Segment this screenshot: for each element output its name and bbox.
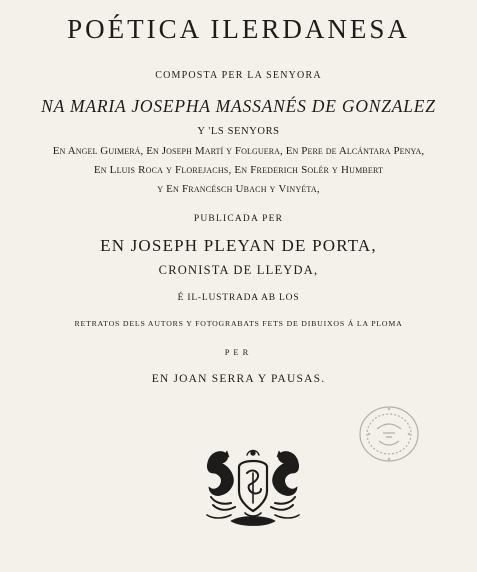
per-line: PER [224, 347, 253, 357]
contributors-line-3: y En Francésch Ubach y Vinyéta, [157, 183, 320, 195]
retratos-line: RETRATOS DELS AUTORS Y FOTOGRABATS FETS DE DIBUIXOS Á LA PLOMA [74, 319, 403, 328]
artist-name: EN JOAN SERRA Y PAUSAS. [151, 373, 326, 385]
contributors-line-2: En Lluis Roca y Florejachs, En Frederich Solér y Humbert [93, 164, 384, 176]
composta-line: COMPOSTA PER LA SENYORA [155, 70, 322, 81]
publicada-per-line: PUBLICADA PER [193, 214, 284, 224]
printer-device-icon [201, 445, 305, 531]
y-ls-senyors-line: Y 'LS SENYORS [197, 126, 280, 137]
illustrated-line: É IL-LUSTRADA AB LOS [177, 293, 300, 303]
library-stamp-icon [357, 403, 421, 465]
editor-name: EN JOSEPH PLEYAN DE PORTA, [100, 236, 377, 255]
contributors-line-1: En Angel Guimerá, En Joseph Martí y Folguera, En Pere de Alcántara Penya, [52, 145, 425, 157]
author-name: NA MARIA JOSEPHA MASSANÉS DE GONZALEZ [41, 96, 436, 116]
editor-role: CRONISTA DE LLEYDA, [158, 263, 319, 277]
main-title: POÉTICA ILERDANESA [67, 14, 410, 44]
